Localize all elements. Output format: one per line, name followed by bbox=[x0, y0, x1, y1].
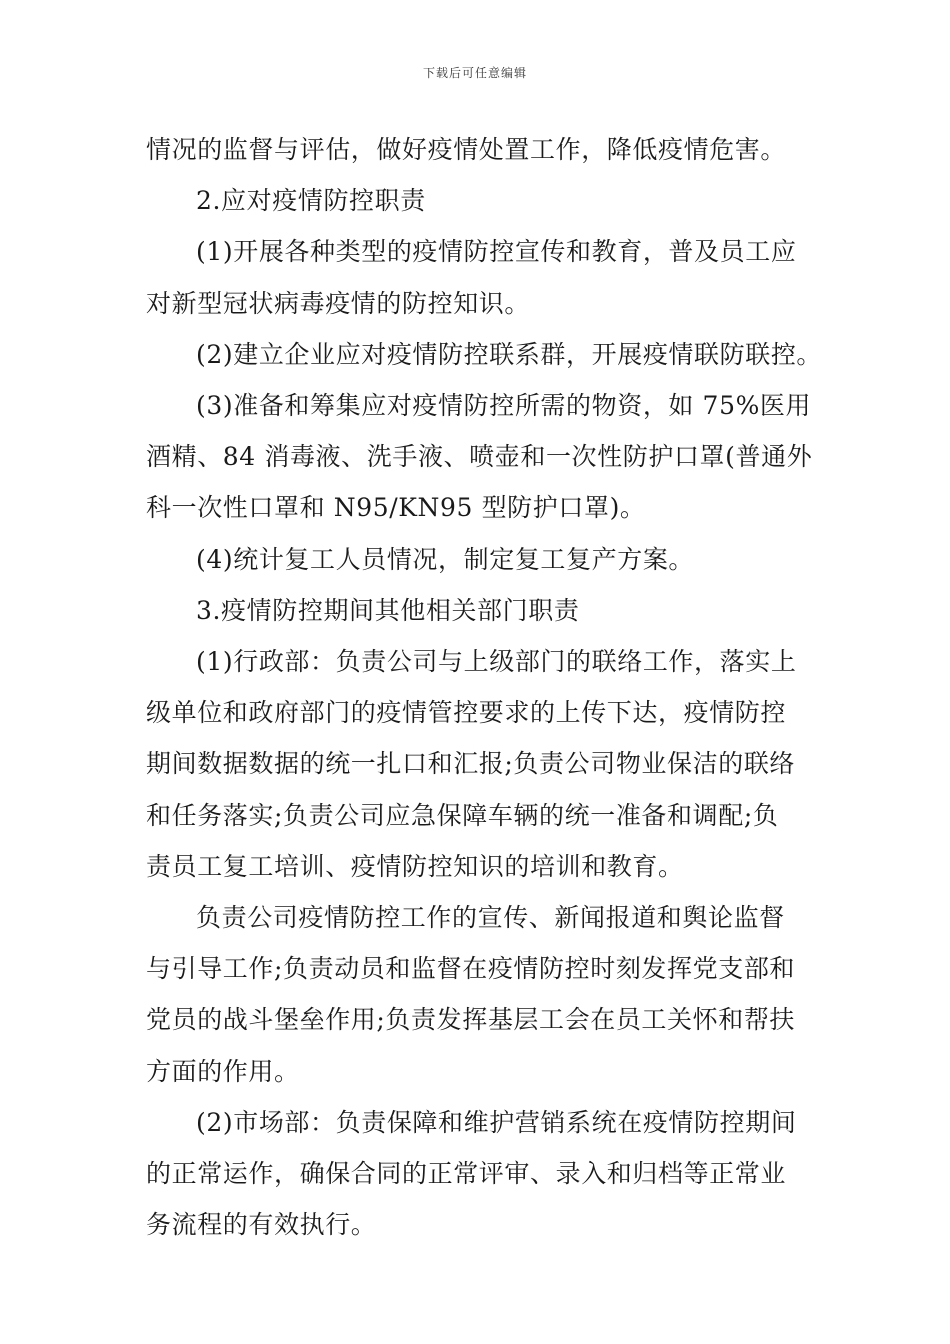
text-line: 和任务落实;负责公司应急保障车辆的统一准备和调配;负 bbox=[146, 800, 779, 830]
text-line: 方面的作用。 bbox=[146, 1056, 300, 1086]
section-heading-3 bbox=[146, 585, 814, 636]
text-line: 与引导工作;负责动员和监督在疫情防控时刻发挥党支部和 bbox=[146, 954, 796, 984]
text-line: 期间数据数据的统一扎口和汇报;负责公司物业保洁的联络 bbox=[146, 749, 796, 779]
document-body bbox=[146, 124, 823, 1250]
text-line: 科一次性口罩和 N95/KN95 型防护口罩)。 bbox=[146, 493, 646, 523]
paragraph-item-1 bbox=[146, 226, 814, 328]
text-line: 的正常运作，确保合同的正常评审、录入和归档等正常业 bbox=[146, 1159, 787, 1189]
text-line: 对新型冠状病毒疫情的防控知识。 bbox=[146, 288, 531, 318]
text-line: 级单位和政府部门的疫情管控要求的上传下达，疫情防控 bbox=[146, 698, 787, 728]
paragraph-1 bbox=[146, 124, 814, 175]
text-line: (3)准备和筹集应对疫情防控所需的物资，如 75%医用 bbox=[196, 391, 812, 421]
section-heading-2 bbox=[146, 175, 814, 226]
text-line: 务流程的有效执行。 bbox=[146, 1210, 377, 1240]
text-line: (2)市场部：负责保障和维护营销系统在疫情防控期间 bbox=[196, 1107, 797, 1137]
text-line: (1)行政部：负责公司与上级部门的联络工作，落实上 bbox=[196, 647, 797, 677]
paragraph-market-dept bbox=[146, 1097, 814, 1251]
text-line: (4)统计复工人员情况，制定复工复产方案。 bbox=[196, 544, 695, 574]
text-line: 情况的监督与评估，做好疫情处置工作，降低疫情危害。 bbox=[146, 135, 787, 164]
text-line: 党员的战斗堡垒作用;负责发挥基层工会在员工关怀和帮扶 bbox=[146, 1005, 796, 1035]
paragraph-item-2 bbox=[146, 329, 823, 380]
paragraph-publicity bbox=[146, 892, 814, 1097]
text-line: 3.疫情防控期间其他相关部门职责 bbox=[196, 595, 580, 625]
text-line: 2.应对疫情防控职责 bbox=[196, 186, 426, 216]
text-line: (2)建立企业应对疫情防控联系群，开展疫情联防联控。 bbox=[196, 339, 823, 369]
paragraph-admin-dept bbox=[146, 636, 814, 892]
text-line: (1)开展各种类型的疫情防控宣传和教育，普及员工应 bbox=[196, 237, 797, 267]
paragraph-item-3 bbox=[146, 380, 814, 534]
text-line: 责员工复工培训、疫情防控知识的培训和教育。 bbox=[146, 851, 684, 881]
text-line: 负责公司疫情防控工作的宣传、新闻报道和舆论监督 bbox=[196, 903, 785, 933]
paragraph-item-4 bbox=[146, 534, 814, 585]
page-header: 下载后可任意编辑 bbox=[422, 66, 527, 80]
text-line: 酒精、84 消毒液、洗手液、喷壶和一次性防护口罩(普通外 bbox=[146, 442, 813, 472]
